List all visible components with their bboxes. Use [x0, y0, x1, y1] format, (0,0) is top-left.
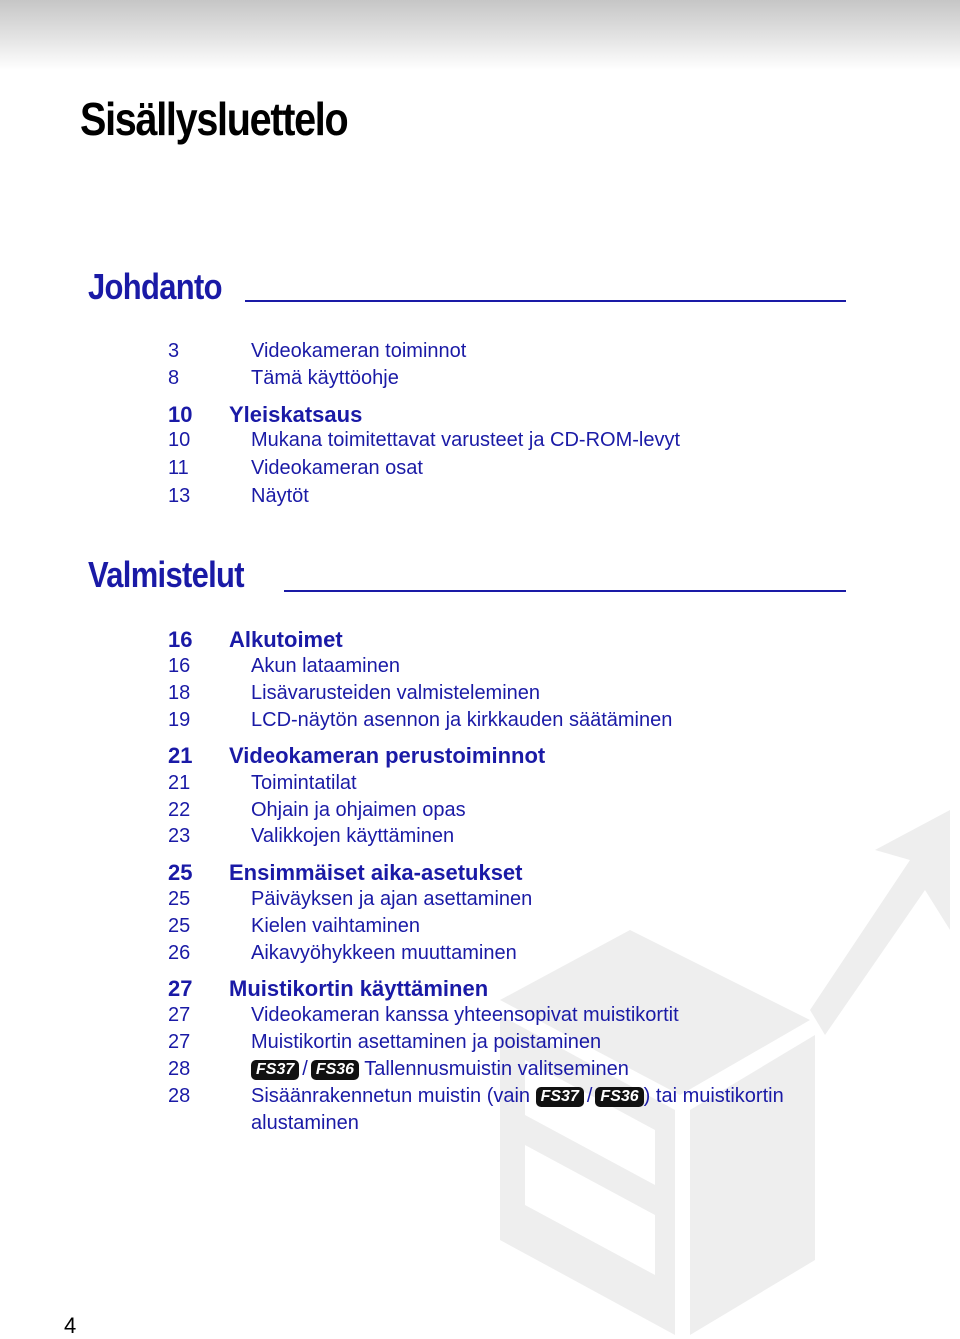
toc-entry[interactable]	[0, 709, 900, 735]
model-badge-fs36: FS36	[595, 1087, 643, 1107]
toc-page-number: 28	[168, 1085, 191, 1107]
toc-page-number: 3	[168, 340, 180, 362]
section-heading-johdanto: Johdanto	[88, 266, 222, 307]
toc-entry-title: Tallennusmuistin valitseminen	[364, 1058, 629, 1080]
toc-entry-title: Akun lataaminen	[251, 655, 400, 677]
toc-entry[interactable]	[0, 888, 900, 914]
toc-entry-title: Sisäänrakennetun muistin (vain	[251, 1085, 531, 1107]
toc-entry[interactable]	[0, 1031, 900, 1057]
toc-page-number: 21	[168, 772, 191, 794]
toc-page-number: 16	[168, 627, 193, 652]
toc-chapter[interactable]	[0, 976, 900, 1002]
toc-page-number: 13	[168, 485, 191, 507]
slash-separator: /	[586, 1085, 593, 1107]
toc-page-number: 25	[168, 888, 191, 910]
toc-entry-title: LCD-näytön asennon ja kirkkauden säätäminen	[251, 709, 673, 731]
toc-entry[interactable]	[0, 825, 900, 851]
toc-entry-title: Videokameran toiminnot	[251, 340, 467, 362]
toc-chapter-title: Ensimmäiset aika-asetukset	[229, 860, 523, 885]
toc-entry[interactable]	[0, 429, 900, 455]
toc-chapter[interactable]	[0, 627, 900, 653]
toc-entry-title: Lisävarusteiden valmisteleminen	[251, 682, 541, 704]
toc-page-number: 16	[168, 655, 191, 677]
toc-entry[interactable]	[0, 799, 900, 825]
toc-page-number: 23	[168, 825, 191, 847]
toc-entry[interactable]	[0, 367, 900, 393]
toc-chapter[interactable]	[0, 402, 900, 428]
toc-entry[interactable]	[0, 942, 900, 968]
toc-page-number: 25	[168, 860, 193, 885]
toc-page-number: 11	[168, 457, 189, 479]
toc-entry[interactable]	[0, 1085, 900, 1111]
toc-entry-title: Mukana toimitettavat varusteet ja CD-ROM-levyt	[251, 429, 681, 451]
toc-entry-title: Videokameran osat	[251, 457, 423, 479]
toc-entry-continuation: alustaminen	[251, 1112, 359, 1134]
toc-page-number: 27	[168, 1031, 191, 1053]
toc-entry-title-with-badges	[251, 1085, 784, 1108]
toc-entry[interactable]	[0, 682, 900, 708]
toc-page-number: 10	[168, 429, 191, 451]
toc-page-number: 8	[168, 367, 180, 389]
toc-entry-title-with-badges	[251, 1058, 629, 1081]
toc-page-number: 27	[168, 1004, 191, 1026]
toc-entry[interactable]	[0, 1004, 900, 1030]
toc-chapter[interactable]	[0, 860, 900, 886]
toc-page-number: 21	[168, 743, 193, 768]
toc-page-number: 22	[168, 799, 191, 821]
toc-entry-title: Toimintatilat	[251, 772, 357, 794]
toc-entry-title: Näytöt	[251, 485, 309, 507]
toc-chapter[interactable]	[0, 743, 900, 769]
toc-page-number: 27	[168, 976, 193, 1001]
section-rule	[284, 590, 846, 592]
page-number: 4	[64, 1313, 77, 1338]
toc-entry-title: Muistikortin asettaminen ja poistaminen	[251, 1031, 602, 1053]
toc-entry[interactable]	[0, 340, 900, 366]
model-badge-fs37: FS37	[251, 1060, 299, 1080]
toc-entry[interactable]	[0, 457, 900, 483]
toc-entry[interactable]	[0, 655, 900, 681]
section-rule	[245, 300, 846, 302]
toc-entry[interactable]	[0, 485, 900, 511]
model-badge-fs37: FS37	[536, 1087, 584, 1107]
toc-entry-title: Aikavyöhykkeen muuttaminen	[251, 942, 517, 964]
model-badge-fs36: FS36	[311, 1060, 359, 1080]
toc-entry-title: Videokameran kanssa yhteensopivat muistikortit	[251, 1004, 679, 1026]
toc-page-number: 28	[168, 1058, 191, 1080]
page-title: Sisällysluettelo	[80, 93, 348, 145]
slash-separator: /	[302, 1058, 308, 1080]
header-band	[0, 0, 960, 70]
toc-entry-title: Tämä käyttöohje	[251, 367, 399, 389]
toc-chapter-title: Yleiskatsaus	[229, 402, 363, 427]
toc-entry-title: Päiväyksen ja ajan asettaminen	[251, 888, 533, 910]
section-heading-valmistelut: Valmistelut	[88, 554, 244, 595]
toc-chapter-title: Videokameran perustoiminnot	[229, 743, 546, 768]
toc-entry[interactable]	[0, 915, 900, 941]
toc-entry-title: Kielen vaihtaminen	[251, 915, 420, 937]
toc-page-number: 10	[168, 402, 193, 427]
toc-page-number: 19	[168, 709, 191, 731]
toc-entry-title: Valikkojen käyttäminen	[251, 825, 455, 847]
toc-chapter-title: Muistikortin käyttäminen	[229, 976, 489, 1001]
toc-entry-title: Ohjain ja ohjaimen opas	[251, 799, 466, 821]
toc-entry-title-tail: ) tai muistikortin	[643, 1085, 784, 1107]
toc-entry[interactable]	[0, 772, 900, 798]
toc-page-number: 25	[168, 915, 191, 937]
toc-page-number: 18	[168, 682, 191, 704]
toc-entry[interactable]	[0, 1058, 900, 1084]
toc-page-number: 26	[168, 942, 191, 964]
toc-chapter-title: Alkutoimet	[229, 627, 343, 652]
